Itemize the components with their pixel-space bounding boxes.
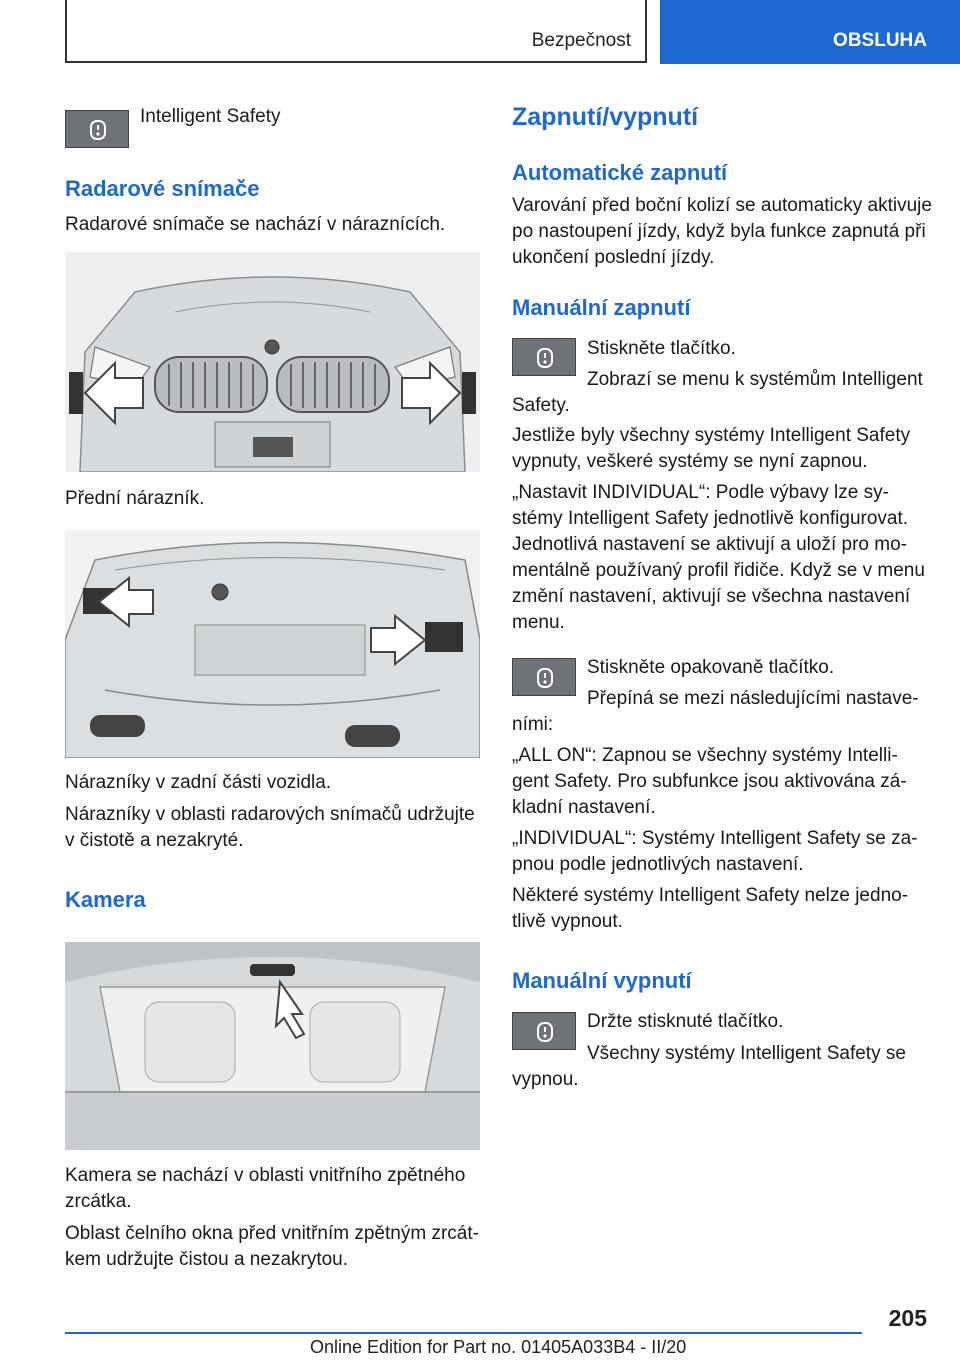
switch-line-1: Přepíná se mezi následujícími nastave‐	[587, 688, 919, 709]
individual-line-2: stémy Intelligent Safety jednotlivě konfigurovat.	[512, 508, 909, 529]
press-button-text: Stiskněte tlačítko.	[587, 338, 736, 359]
manual-on-heading: Manuální zapnutí	[512, 295, 691, 320]
front-bumper-photo	[65, 252, 480, 472]
off-line-2: vypnuty, veškeré systémy se nyní zapnou.	[512, 451, 868, 472]
allon-line-1: „ALL ON“: Zapnou se všechny systémy Intelli‐	[512, 745, 898, 766]
radar-text: Radarové snímače se nachází v náraznících.	[65, 214, 446, 235]
header-box	[65, 0, 647, 63]
safety-button-icon-on	[512, 338, 576, 376]
auto-line-1: Varování před boční kolizí se automaticky aktivuje	[512, 195, 932, 216]
clean-line-1: Nárazníky v oblasti radarových snímačů udržujte	[65, 804, 475, 825]
header-chapter-tab	[660, 0, 960, 64]
safety-button-icon-repeat	[512, 658, 576, 696]
indiv-line-1: „INDIVIDUAL“: Systémy Intelligent Safety se za‐	[512, 828, 918, 849]
individual-line-5: změní nastavení, aktivují se všechna nastavení	[512, 586, 911, 607]
auto-line-2: po nastoupení jízdy, když byla funkce zapnutá při	[512, 221, 926, 242]
camera-photo	[65, 942, 480, 1150]
header-chapter-label: OBSLUHA	[833, 30, 927, 51]
hold-button-text: Držte stisknuté tlačítko.	[587, 1011, 784, 1032]
rear-caption: Nárazníky v zadní části vozidla.	[65, 772, 332, 793]
allon-line-3: kladní nastavení.	[512, 797, 656, 818]
menu-line-2: Safety.	[512, 395, 570, 416]
some-line-2: tlivě vypnout.	[512, 911, 623, 932]
camera-heading: Kamera	[65, 887, 146, 912]
all-off-line-2: vypnou.	[512, 1069, 579, 1090]
clean-line-2: v čistotě a nezakryté.	[65, 830, 244, 851]
camera-line-1: Kamera se nachází v oblasti vnitřního zpětného	[65, 1165, 466, 1186]
radar-heading: Radarové snímače	[65, 176, 260, 201]
shield-icon	[513, 1013, 577, 1051]
main-heading: Zapnutí/vypnutí	[512, 103, 699, 131]
allon-line-2: gent Safety. Pro subfunkce jsou aktivována zá‐	[512, 771, 907, 792]
header-section-title: Bezpečnost	[531, 30, 631, 51]
front-caption: Přední nárazník.	[65, 488, 205, 509]
windshield-line-1: Oblast čelního okna před vnitřním zpětným zrcát‐	[65, 1223, 479, 1244]
menu-line-1: Zobrazí se menu k systémům Intelligent	[587, 369, 923, 390]
shield-icon	[513, 339, 577, 377]
icon-label: Intelligent Safety	[140, 106, 281, 127]
windshield-line-2: kem udržujte čistou a nezakrytou.	[65, 1249, 349, 1270]
shield-icon	[66, 111, 130, 149]
rear-bumper-photo	[65, 530, 480, 758]
intelligent-safety-button-icon	[65, 110, 129, 148]
camera-line-2: zrcátka.	[65, 1191, 132, 1212]
indiv-line-2: pnou podle jednotlivých nastavení.	[512, 854, 804, 875]
footer-divider	[65, 1332, 862, 1334]
shield-icon	[513, 659, 577, 697]
footer-edition: Online Edition for Part no. 01405A033B4 - II/20	[310, 1337, 687, 1357]
individual-line-1: „Nastavit INDIVIDUAL“: Podle výbavy lze sy‐	[512, 482, 889, 503]
manual-off-heading: Manuální vypnutí	[512, 968, 692, 993]
individual-line-4: mentálně používaný profil řidiče. Když se v menu	[512, 560, 925, 581]
some-line-1: Některé systémy Intelligent Safety nelze jedno‐	[512, 885, 909, 906]
safety-button-icon-off	[512, 1012, 576, 1050]
press-repeat-text: Stiskněte opakovaně tlačítko.	[587, 657, 835, 678]
auto-heading: Automatické zapnutí	[512, 160, 728, 185]
switch-line-2: ními:	[512, 714, 554, 735]
page-number: 205	[888, 1305, 927, 1331]
off-line-1: Jestliže byly všechny systémy Intelligent Safety	[512, 425, 911, 446]
auto-line-3: ukončení poslední jízdy.	[512, 247, 715, 268]
individual-line-3: Jednotlivá nastavení se aktivují a uloží pro mo‐	[512, 534, 907, 555]
individual-line-6: menu.	[512, 612, 565, 633]
all-off-line-1: Všechny systémy Intelligent Safety se	[587, 1043, 906, 1064]
